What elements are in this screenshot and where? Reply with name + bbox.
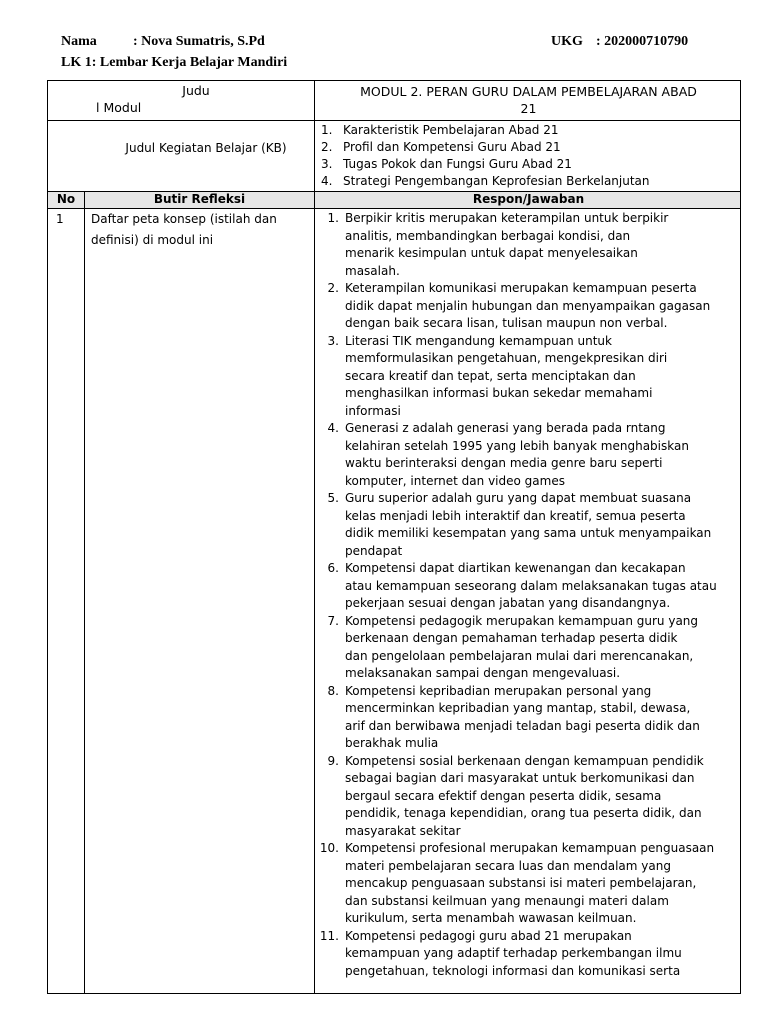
response-item xyxy=(315,840,740,928)
kb-item-number: 2. xyxy=(321,140,333,154)
nama-value: : Nova Sumatris, S.Pd xyxy=(133,34,265,49)
col-header-respon: Respon/Jawaban xyxy=(472,192,585,206)
kb-item-number: 3. xyxy=(321,157,333,171)
response-item-number: 1. xyxy=(327,211,339,225)
response-item-text: Kompetensi profesional merupakan kemampuan penguasaan materi pembelajaran secara luas dan mendalam yang mencakup penguasaan substansi isi materi pembelajaran, dan substansi keilmuan yang menaungi materi dalam kurikulum, serta menambah wawasan keilmuan. xyxy=(345,841,715,925)
reflection-table xyxy=(47,80,741,994)
response-item-text: Berpikir kritis merupakan keterampilan untuk berpikir analitis, membandingkan berbagai kondisi, dan menarik kesimpulan untuk dapat menyelesaikan masalah. xyxy=(345,211,669,278)
judul-modul-label-line1: Judu xyxy=(182,83,210,98)
kb-item xyxy=(315,122,742,139)
response-item xyxy=(315,490,740,560)
nama-label: Nama xyxy=(61,34,97,49)
kb-item-text: Profil dan Kompetensi Guru Abad 21 xyxy=(343,140,561,154)
judul-modul-value xyxy=(315,83,742,117)
judul-modul-label xyxy=(48,82,314,116)
response-item xyxy=(315,613,740,683)
kb-item-text: Strategi Pengembangan Keprofesian Berkelanjutan xyxy=(343,174,650,188)
response-list-cell xyxy=(315,210,740,980)
response-item-number: 11. xyxy=(319,928,339,943)
kb-item-text: Karakteristik Pembelajaran Abad 21 xyxy=(343,123,559,137)
kb-item-text: Tugas Pokok dan Fungsi Guru Abad 21 xyxy=(343,157,572,171)
response-item xyxy=(315,560,740,613)
col-header-butir: Butir Refleksi xyxy=(153,192,246,206)
response-item-number: 5. xyxy=(327,491,339,505)
response-item-text: Kompetensi sosial berkenaan dengan kemampuan pendidik sebagai bagian dari masyarakat untuk berkomunikasi dan bergaul secara efektif dengan peserta didik, sesama pendidik, tenaga kependidian, orang tua peserta didik, dan masyarakat sekitar xyxy=(345,753,704,838)
ukg-label: UKG xyxy=(551,34,583,49)
response-item xyxy=(315,928,740,981)
response-list xyxy=(315,210,740,980)
response-item-number: 8. xyxy=(327,683,339,698)
butir-line2: definisi) di modul ini xyxy=(91,233,214,247)
kb-item-number: 4. xyxy=(321,174,333,188)
response-item xyxy=(315,420,740,490)
response-item-text: Kompetensi kepribadian merupakan personal yang mencerminkan kepribadian yang mantap, stabil, dewasa, arif dan berwibawa menjadi teladan bagi peserta didik dan berakhak mulia xyxy=(345,683,700,750)
judul-modul-value-line1: MODUL 2. PERAN GURU DALAM PEMBELAJARAN ABAD xyxy=(360,84,697,99)
response-item-number: 3. xyxy=(327,333,339,348)
lk-title: LK 1: Lembar Kerja Belajar Mandiri xyxy=(61,55,288,70)
response-item-number: 6. xyxy=(327,561,339,575)
response-item xyxy=(315,280,740,333)
col-header-no: No xyxy=(56,192,76,206)
response-item-number: 7. xyxy=(327,613,339,628)
response-item-text: Kompetensi pedagogi guru abad 21 merupakan kemampuan yang adaptif terhadap perkembangan ilmu pengetahuan, teknologi informasi dan komunikasi serta xyxy=(345,928,682,978)
row-divider xyxy=(48,120,740,121)
ukg-value: : 202000710790 xyxy=(596,34,689,49)
response-item-text: Kompetensi dapat diartikan kewenangan dan kecakapan atau kemampuan seseorang dalam melaksanakan tugas atau pekerjaan sesuai dengan jabatan yang disandangnya. xyxy=(345,561,717,610)
kb-item xyxy=(315,173,742,190)
response-item-text: Generasi z adalah generasi yang berada pada rntang kelahiran setelah 1995 yang lebih banyak menghabiskan waktu berinteraksi dengan media genre baru seperti komputer, internet dan video games xyxy=(345,421,689,488)
response-item xyxy=(315,683,740,753)
response-item-text: Kompetensi pedagogik merupakan kemampuan guru yang berkenaan dengan pemahaman terhadap peserta didik dan pengelolaan pembelajaran mulai dari merencanakan, melaksanakan sampai dengan mengevaluasi. xyxy=(345,613,699,680)
kb-item xyxy=(315,139,742,156)
butir-line1: Daftar peta konsep (istilah dan xyxy=(91,212,277,226)
column-divider xyxy=(84,191,85,993)
kb-item-number: 1. xyxy=(321,123,333,137)
response-item xyxy=(315,333,740,421)
judul-modul-value-line2: 21 xyxy=(520,101,537,116)
response-item-number: 9. xyxy=(327,753,339,768)
response-item-number: 4. xyxy=(327,421,339,435)
response-item-number: 2. xyxy=(327,281,339,295)
response-item xyxy=(315,210,740,280)
judul-modul-label-line2: l Modul xyxy=(96,100,142,115)
kb-item xyxy=(315,156,742,173)
row-number: 1 xyxy=(56,212,64,226)
kb-label: Judul Kegiatan Belajar (KB) xyxy=(125,141,287,155)
response-item-text: Keterampilan komunikasi merupakan kemampuan peserta didik dapat menjalin hubungan dan menyampaikan gagasan dengan baik secara lisan, tulisan maupun non verbal. xyxy=(345,281,711,330)
response-item-text: Guru superior adalah guru yang dapat membuat suasana kelas menjadi lebih interaktif dan kreatif, semua peserta didik memiliki kesempatan yang sama untuk menyampaikan pendapat xyxy=(345,491,712,558)
response-item-number: 10. xyxy=(319,841,339,855)
response-item xyxy=(315,753,740,841)
butir-refleksi-text xyxy=(91,209,311,251)
response-item-text: Literasi TIK mengandung kemampuan untuk memformulasikan pengetahuan, mengekpresikan diri secara kreatif dan tepat, serta menciptakan dan menghasilkan informasi bukan sekedar memahami informasi xyxy=(345,333,668,418)
kb-list-cell xyxy=(315,122,742,190)
kb-list xyxy=(315,122,742,190)
